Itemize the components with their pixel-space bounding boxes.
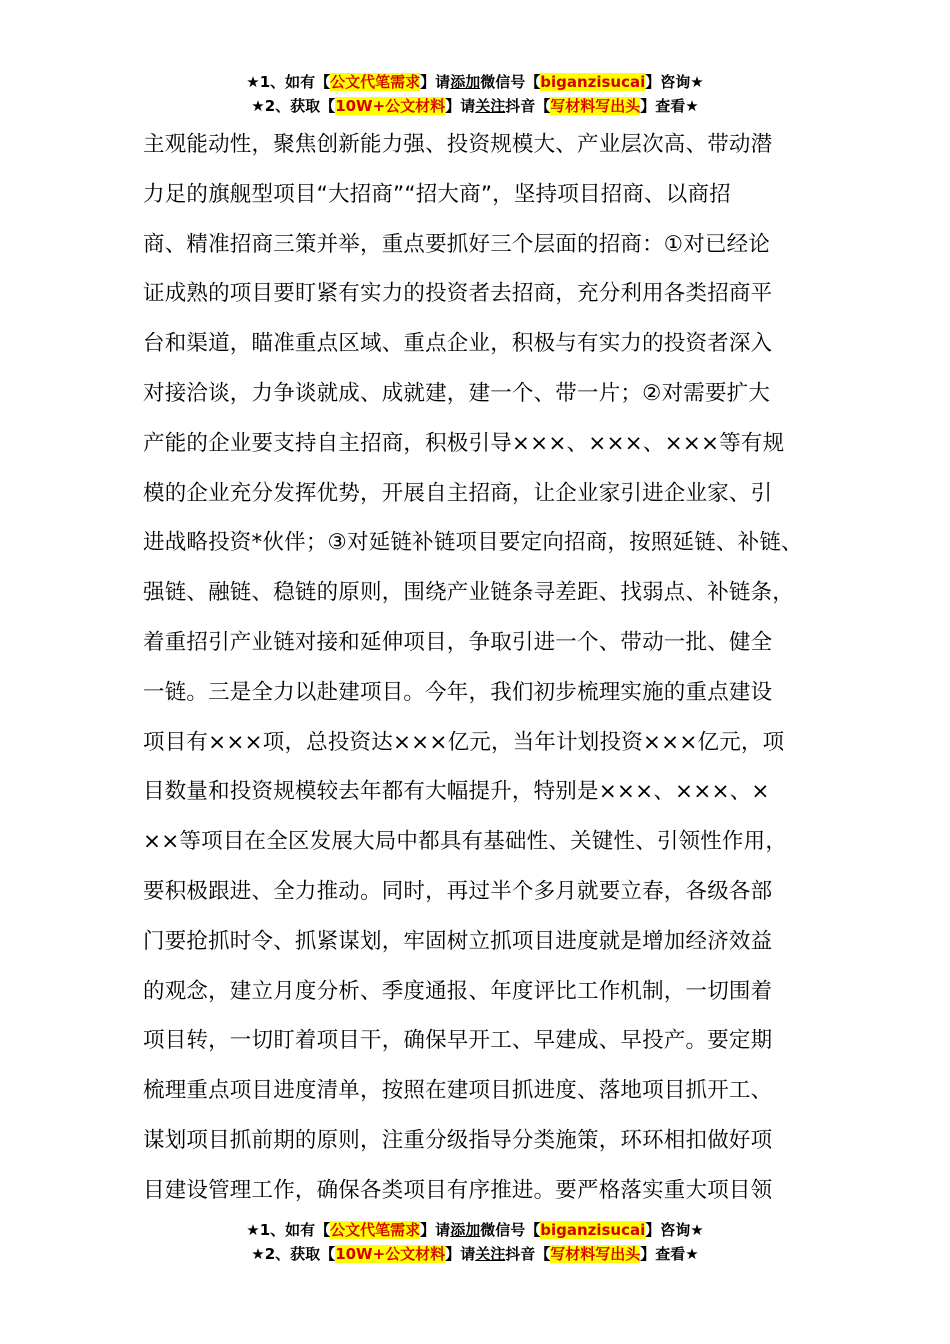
document-body [143,120,823,1216]
banner-line-1 [0,1218,950,1242]
header-banner [0,70,950,118]
text-line: 项目有×××项，总投资达×××亿元，当年计划投资×××亿元，项 [143,729,785,755]
douyin-highlight: 写材料写出头 [550,97,641,115]
text-line: 力足的旗舰型项目“大招商”“招大商”，坚持项目招商、以商招 [143,181,731,207]
banner-line-2 [0,1242,950,1266]
text-line: 进战略投资*伙伴；③对延链补链项目要定向招商，按照延链、补链、 [143,530,803,556]
banner-text: 】请 [420,1221,451,1239]
banner-text: 】查看★ [640,97,699,115]
text-line: 一链。三是全力以赴建项目。今年，我们初步梳理实施的重点建设 [143,679,773,705]
highlight-text: 10W+公文材料 [335,1245,446,1263]
text-line: 强链、融链、稳链的原则，围绕产业链条寻差距、找弱点、补链条， [143,580,795,606]
banner-text: 微信号【 [480,73,541,91]
underlined-text: 添加 [450,73,481,91]
banner-text: ★2、获取【 [251,1245,336,1263]
text-line: ××等项目在全区发展大局中都具有基础性、关键性、引领性作用， [143,829,788,855]
banner-text: ★1、如有【 [246,1221,331,1239]
banner-text: 】请 [445,97,476,115]
banner-text: 】咨询★ [645,73,704,91]
text-line: 着重招引产业链对接和延伸项目，争取引进一个、带动一批、健全 [143,629,773,655]
text-line: 门要抢抓时令、抓紧谋划，牢固树立抓项目进度就是增加经济效益 [143,928,773,954]
wechat-id-highlight: biganzisucai [540,1221,646,1239]
text-line: 要积极跟进、全力推动。同时，再过半个多月就要立春，各级各部 [143,878,773,904]
banner-text: 】请 [420,73,451,91]
text-line: 对接洽谈，力争谈就成、成就建，建一个、带一片；②对需要扩大 [143,380,771,406]
banner-text: ★1、如有【 [246,73,331,91]
banner-line-2 [0,94,950,118]
underlined-text: 关注 [475,1245,506,1263]
text-line: 产能的企业要支持自主招商，积极引导×××、×××、×××等有规 [143,430,785,456]
text-line: 项目转，一切盯着项目干，确保早开工、早建成、早投产。要定期 [143,1028,773,1054]
underlined-text: 关注 [475,97,506,115]
text-line: 梳理重点项目进度清单，按照在建项目抓进度、落地项目抓开工、 [143,1078,773,1104]
text-line: 证成熟的项目要盯紧有实力的投资者去招商，充分利用各类招商平 [143,281,773,307]
banner-text: 】查看★ [640,1245,699,1263]
text-line: 谋划项目抓前期的原则，注重分级指导分类施策，环环相扣做好项 [143,1127,773,1153]
text-line: 目建设管理工作，确保各类项目有序推进。要严格落实重大项目领 [143,1177,773,1203]
banner-text: 抖音【 [505,1245,551,1263]
text-line: 的观念，建立月度分析、季度通报、年度评比工作机制，一切围着 [143,978,773,1004]
text-line: 模的企业充分发挥优势，开展自主招商，让企业家引进企业家、引 [143,480,773,506]
text-line: 目数量和投资规模较去年都有大幅提升，特别是×××、×××、× [143,779,770,805]
banner-text: 微信号【 [480,1221,541,1239]
banner-text: 】咨询★ [645,1221,704,1239]
footer-banner [0,1218,950,1266]
banner-text: ★2、获取【 [251,97,336,115]
banner-line-1 [0,70,950,94]
highlight-text: 公文代笔需求 [330,73,421,91]
text-line: 商、精准招商三策并举，重点要抓好三个层面的招商：①对已经论 [143,231,771,257]
highlight-text: 公文代笔需求 [330,1221,421,1239]
highlight-text: 10W+公文材料 [335,97,446,115]
banner-text: 抖音【 [505,97,551,115]
text-line: 主观能动性，聚焦创新能力强、投资规模大、产业层次高、带动潜 [143,132,773,157]
wechat-id-highlight: biganzisucai [540,73,646,91]
banner-text: 】请 [445,1245,476,1263]
douyin-highlight: 写材料写出头 [550,1245,641,1263]
underlined-text: 添加 [450,1221,481,1239]
text-line: 台和渠道，瞄准重点区域、重点企业，积极与有实力的投资者深入 [143,331,773,357]
